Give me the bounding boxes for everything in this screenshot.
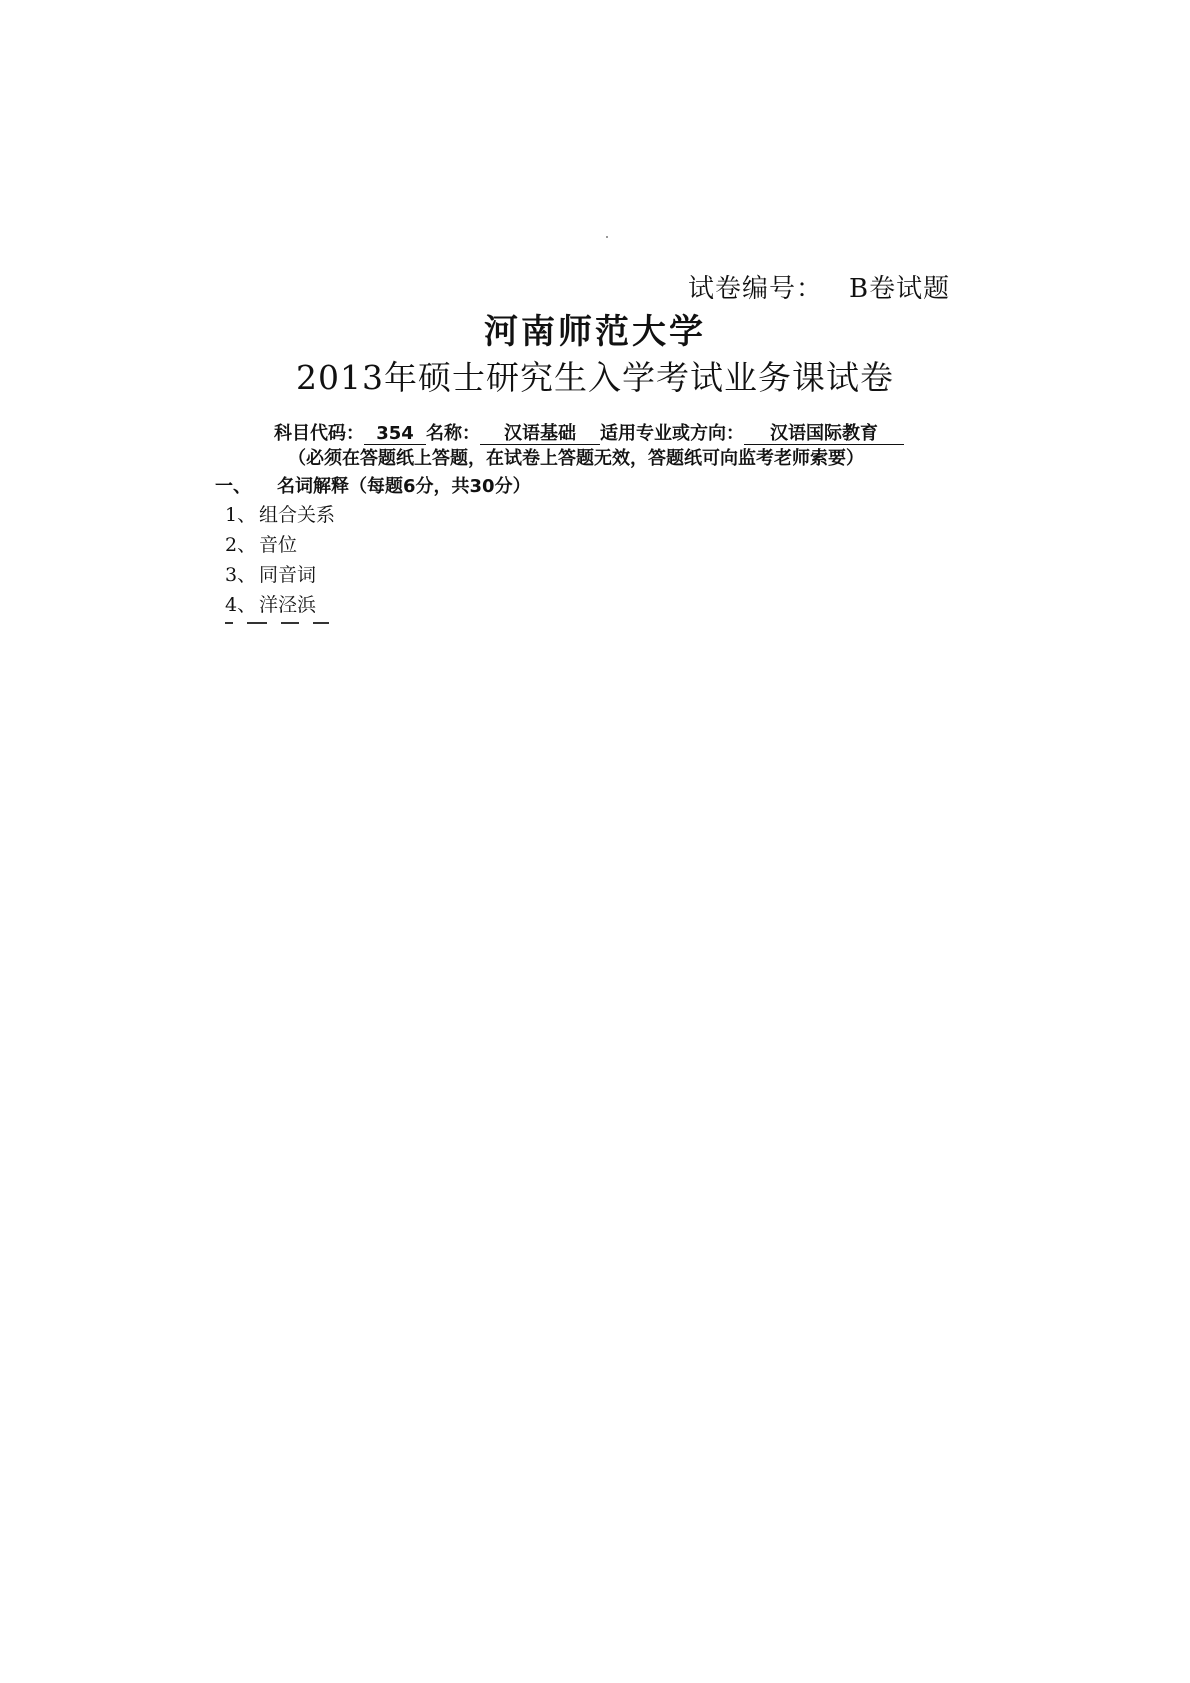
subject-meta: [274, 419, 904, 445]
major-value: 汉语国际教育: [744, 424, 904, 445]
major-label: 适用专业或方向：: [600, 423, 744, 444]
subject-code-label: 科目代码：: [274, 423, 364, 444]
paper-number: [688, 268, 950, 305]
question-item: [225, 560, 335, 590]
question-index: 2、: [225, 534, 257, 556]
subject-code-value: 354: [364, 424, 426, 445]
section-number: 一、: [215, 476, 251, 497]
subject-name-label: 名称：: [426, 423, 480, 444]
question-text: 音位: [259, 534, 298, 556]
question-item: [225, 530, 335, 560]
scan-speck: [606, 236, 608, 238]
university-title: 河南师范大学: [484, 312, 706, 352]
truncated-line: [225, 622, 345, 628]
question-text: 同音词: [259, 564, 317, 586]
section-heading: [215, 472, 531, 498]
answer-note: （必须在答题纸上答题，在试卷上答题无效，答题纸可向监考老师索要）: [288, 448, 864, 469]
question-list: [225, 500, 335, 620]
section-title: 名词解释（每题6分，共30分）: [277, 476, 531, 497]
paper-number-label: 试卷编号：: [688, 274, 824, 304]
truncated-mark: [281, 622, 299, 624]
question-item: [225, 500, 335, 530]
question-text: 组合关系: [259, 504, 336, 526]
subject-name-value: 汉语基础: [480, 424, 600, 445]
exam-title: 2013年硕士研究生入学考试业务课试卷: [296, 358, 894, 397]
question-text: 洋泾浜: [259, 594, 317, 616]
truncated-mark: [313, 622, 329, 624]
question-item: [225, 590, 335, 620]
question-index: 3、: [225, 564, 257, 586]
question-index: 1、: [225, 504, 257, 526]
truncated-mark: [225, 622, 233, 624]
truncated-mark: [247, 622, 267, 624]
paper-number-value: B卷试题: [849, 274, 951, 304]
question-index: 4、: [225, 594, 257, 616]
